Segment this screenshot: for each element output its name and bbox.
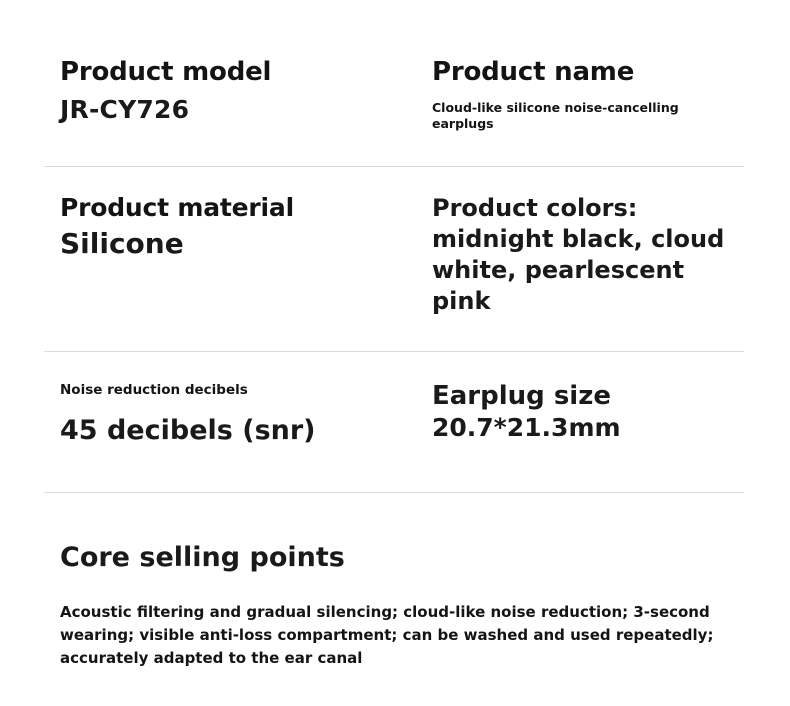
spec-cell-name <box>432 58 744 132</box>
noise-reduction-value: 45 decibels (snr) <box>60 415 316 447</box>
core-selling-points-title: Core selling points <box>60 542 345 574</box>
product-model-value: JR-CY726 <box>60 94 190 124</box>
spec-row-noise <box>0 352 790 446</box>
spec-row-material <box>0 167 790 316</box>
product-name-value: Cloud-like silicone noise-cancelling earplugs <box>432 99 679 132</box>
product-colors-value: Product colors: midnight black, cloud white, pearlescent pink <box>432 194 725 315</box>
spec-cell-noise <box>60 382 432 446</box>
earplug-size-value: 20.7*21.3mm <box>432 413 621 443</box>
product-model-label: Product model <box>60 57 272 87</box>
spec-cell-material <box>60 193 432 259</box>
noise-reduction-label: Noise reduction decibels <box>60 382 248 399</box>
core-selling-points-body: Acoustic filtering and gradual silencing; cloud-like noise reduction; 3-second wearing; visible anti-loss compartment; can be washed and used repeatedly; accurately adapted to the ear canal <box>60 602 714 668</box>
product-material-label: Product material <box>60 193 294 223</box>
spec-cell-size <box>432 382 744 443</box>
product-name-label: Product name <box>432 57 635 87</box>
product-material-value: Silicone <box>60 226 184 260</box>
earplug-size-label: Earplug size <box>432 381 611 412</box>
core-selling-points-section <box>0 493 790 670</box>
spec-row-model <box>0 0 790 132</box>
spec-cell-model <box>60 58 432 123</box>
spec-cell-colors <box>432 193 744 316</box>
